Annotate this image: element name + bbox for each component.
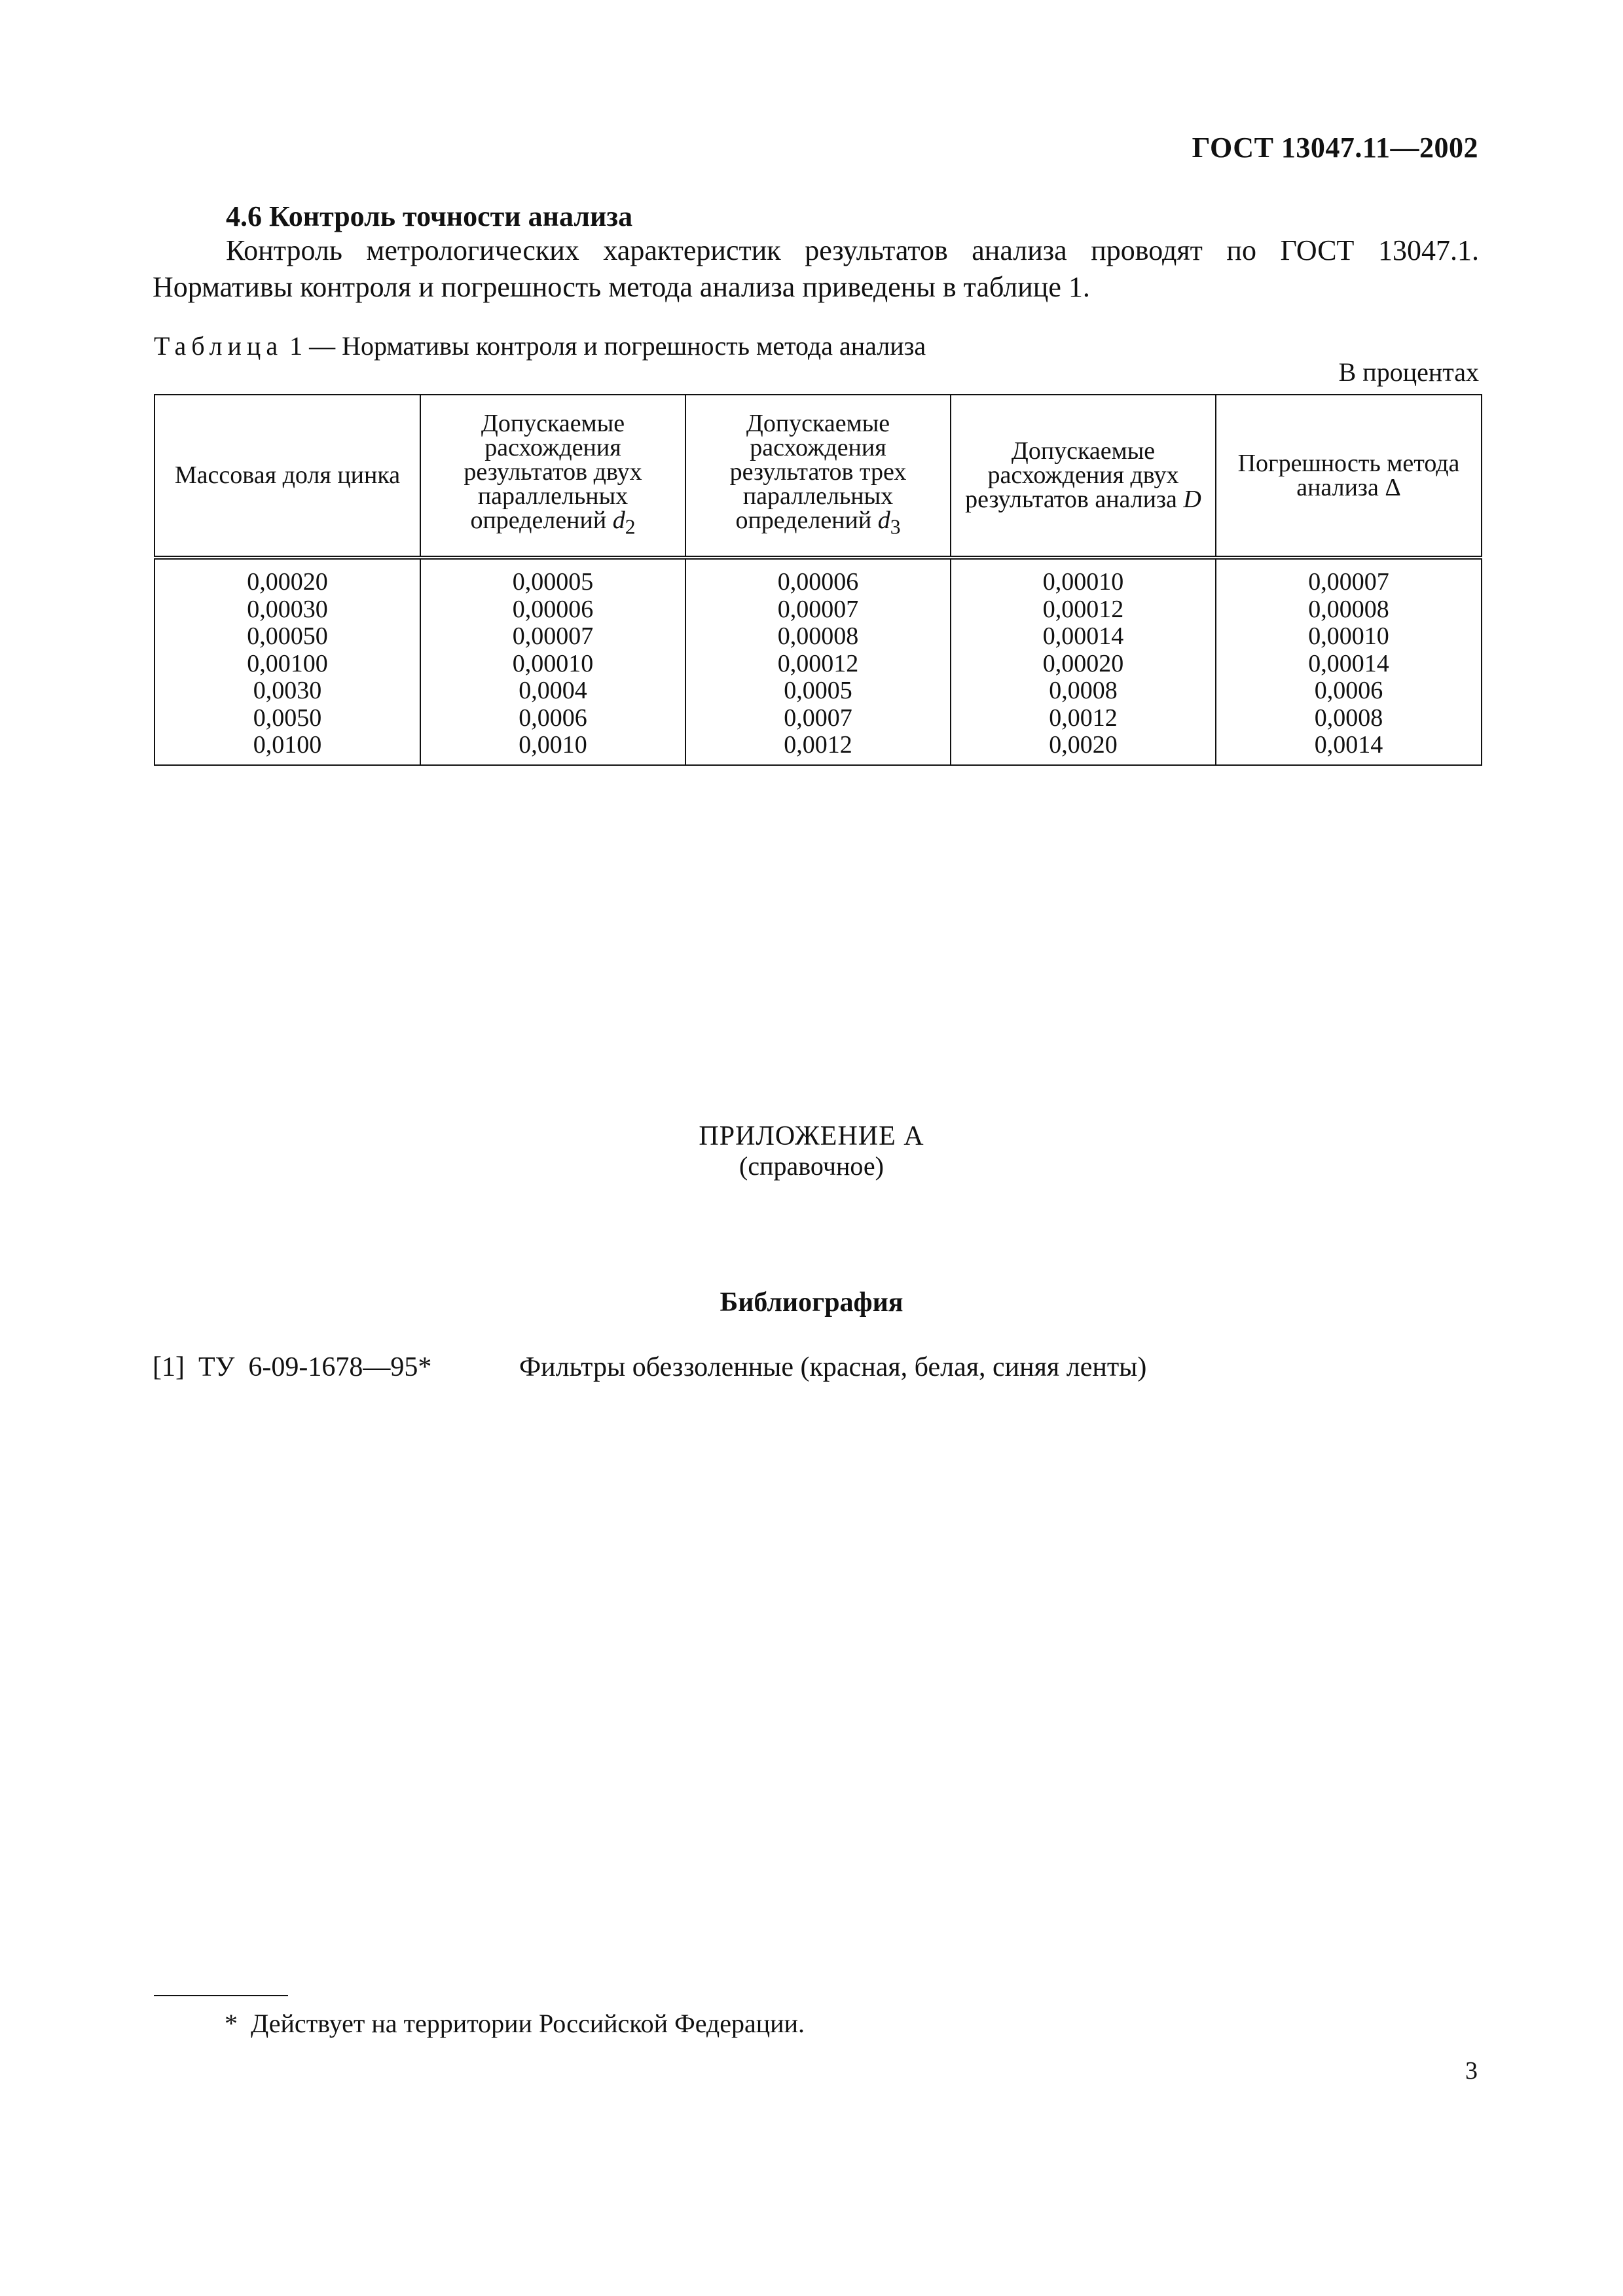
- cell: 0,0010: [519, 731, 587, 759]
- header-error: Погрешность метода анализа Δ: [1216, 395, 1482, 558]
- section-paragraph: [153, 232, 1479, 306]
- cell: 0,00020: [1042, 649, 1124, 677]
- paragraph-line-2: Нормативы контроля и погрешность метода анализа приведены в таблице 1.: [153, 271, 1090, 303]
- header-d3: Допускаемые расхождения результатов трех параллельных определений $d_3$: [685, 395, 951, 558]
- col-D: [951, 558, 1216, 765]
- table-header-row: [155, 395, 1482, 558]
- norms-table: [154, 394, 1482, 766]
- table-caption-text: 1 — Нормативы контроля и погрешность метода анализа: [283, 331, 926, 361]
- cell: 0,00012: [1042, 595, 1124, 623]
- table-row: [155, 558, 1482, 765]
- appendix-subtitle: (справочное): [739, 1151, 884, 1181]
- table-units: В процентах: [1338, 357, 1479, 387]
- cell: 0,0008: [1314, 704, 1383, 732]
- cell: 0,00030: [247, 595, 328, 623]
- cell: 0,0030: [253, 677, 322, 704]
- cell: 0,0012: [1049, 704, 1118, 732]
- cell: 0,00014: [1308, 649, 1389, 677]
- cell: 0,00005: [512, 568, 594, 596]
- header-zinc-fraction: Массовая доля цинка: [155, 395, 420, 558]
- cell: 0,00008: [1308, 595, 1389, 623]
- cell: 0,00014: [1042, 622, 1124, 650]
- cell: 0,0004: [519, 677, 587, 704]
- appendix-title: ПРИЛОЖЕНИЕ А: [699, 1121, 924, 1151]
- cell: 0,0100: [253, 731, 322, 759]
- header-d2: Допускаемые расхождения результатов двух параллельных определений $d_2$: [420, 395, 685, 558]
- cell: 0,00020: [247, 568, 328, 596]
- cell: 0,0008: [1049, 677, 1118, 704]
- cell: 0,0020: [1049, 731, 1118, 759]
- cell: 0,0005: [784, 677, 852, 704]
- col-d3: [685, 558, 951, 765]
- table-caption-word: Таблица: [154, 331, 283, 361]
- cell: 0,00100: [247, 649, 328, 677]
- bibliography-ref: [1] ТУ 6-09-1678—95*: [153, 1352, 432, 1382]
- cell: 0,0012: [784, 731, 852, 759]
- cell: 0,0006: [1314, 677, 1383, 704]
- footnote-divider: [154, 1995, 288, 1996]
- cell: 0,00010: [1042, 568, 1124, 596]
- col-error: [1216, 558, 1482, 765]
- cell: 0,0050: [253, 704, 322, 732]
- cell: 0,00006: [512, 595, 594, 623]
- cell: 0,00006: [777, 568, 859, 596]
- header-D: Допускаемые расхождения двух результатов анализа D: [951, 395, 1216, 558]
- cell: 0,0007: [784, 704, 852, 732]
- cell: 0,00012: [777, 649, 859, 677]
- table-caption: [154, 331, 926, 361]
- cell: 0,00007: [1308, 568, 1389, 596]
- cell: 0,0006: [519, 704, 587, 732]
- bibliography-description: Фильтры обеззоленные (красная, белая, синяя ленты): [519, 1352, 1147, 1382]
- page-number: 3: [1465, 2057, 1478, 2085]
- footnote: * Действует на территории Российской Федерации.: [225, 2009, 805, 2038]
- col-zinc-fraction: [155, 558, 420, 765]
- col-d2: [420, 558, 685, 765]
- cell: 0,00050: [247, 622, 328, 650]
- cell: 0,00007: [512, 622, 594, 650]
- cell: 0,00010: [512, 649, 594, 677]
- paragraph-line-1: Контроль метрологических характеристик результатов анализа проводят по ГОСТ 13047.1.: [226, 234, 1479, 266]
- section-title: 4.6 Контроль точности анализа: [226, 200, 633, 232]
- document-code: ГОСТ 13047.11—2002: [1192, 132, 1478, 164]
- cell: 0,00008: [777, 622, 859, 650]
- cell: 0,00007: [777, 595, 859, 623]
- cell: 0,0014: [1314, 731, 1383, 759]
- cell: 0,00010: [1308, 622, 1389, 650]
- bibliography-title: Библиография: [720, 1287, 903, 1318]
